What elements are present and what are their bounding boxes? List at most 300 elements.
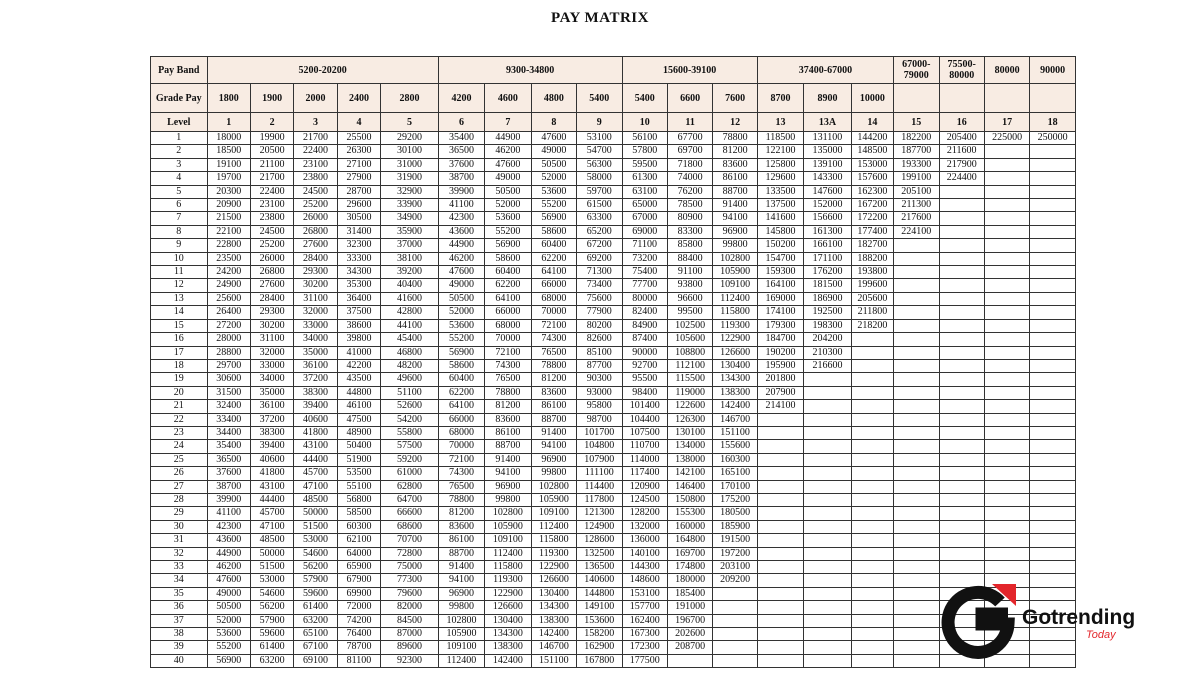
- pay-cell: 154700: [757, 252, 803, 265]
- pay-cell: 164800: [667, 534, 712, 547]
- pay-cell: [757, 614, 803, 627]
- pay-cell: [939, 534, 984, 547]
- pay-cell: 38300: [250, 426, 293, 439]
- pay-cell: 117800: [577, 493, 622, 506]
- pay-cell: [1030, 359, 1076, 372]
- pay-cell: 124500: [622, 493, 667, 506]
- pay-cell: [757, 547, 803, 560]
- index-cell: 6: [151, 199, 208, 212]
- pay-cell: [804, 534, 851, 547]
- pay-cell: [939, 239, 984, 252]
- pay-cell: 67700: [667, 132, 712, 145]
- pay-cell: [984, 534, 1029, 547]
- pay-cell: 83600: [531, 386, 576, 399]
- pay-cell: 201800: [757, 373, 803, 386]
- index-cell: 19: [151, 373, 208, 386]
- pay-cell: [894, 252, 939, 265]
- pay-cell: [939, 413, 984, 426]
- pay-cell: 181500: [804, 279, 851, 292]
- pay-cell: [804, 467, 851, 480]
- pay-cell: [757, 654, 803, 667]
- pay-cell: 44900: [438, 239, 484, 252]
- pay-cell: 39900: [438, 185, 484, 198]
- pay-cell: 50500: [438, 292, 484, 305]
- pay-cell: 42300: [438, 212, 484, 225]
- pay-cell: 74300: [438, 467, 484, 480]
- index-cell: 17: [151, 346, 208, 359]
- pay-cell: 38700: [207, 480, 250, 493]
- pay-cell: 193800: [851, 266, 893, 279]
- pay-cell: 77900: [577, 306, 622, 319]
- table-row: [151, 185, 1076, 198]
- pay-cell: 250000: [1030, 132, 1076, 145]
- pay-cell: [894, 333, 939, 346]
- pay-cell: 72100: [438, 453, 484, 466]
- pay-cell: 179300: [757, 319, 803, 332]
- pay-cell: [1030, 292, 1076, 305]
- pay-band-header: 90000: [1030, 57, 1076, 84]
- pay-cell: 193300: [894, 158, 939, 171]
- pay-cell: 128200: [622, 507, 667, 520]
- pay-cell: [804, 480, 851, 493]
- index-cell: 10: [151, 252, 208, 265]
- table-row: [151, 212, 1076, 225]
- pay-cell: 62800: [381, 480, 439, 493]
- pay-cell: 37600: [438, 158, 484, 171]
- pay-cell: 76500: [531, 346, 576, 359]
- table-row: [151, 239, 1076, 252]
- pay-cell: 55800: [381, 426, 439, 439]
- pay-cell: 101700: [577, 426, 622, 439]
- pay-cell: 51100: [381, 386, 439, 399]
- pay-cell: 37500: [337, 306, 380, 319]
- pay-cell: 68600: [381, 520, 439, 533]
- pay-cell: 95500: [622, 373, 667, 386]
- pay-cell: 109100: [438, 641, 484, 654]
- pay-cell: 56300: [577, 158, 622, 171]
- pay-cell: [984, 426, 1029, 439]
- pay-cell: [894, 601, 939, 614]
- pay-cell: 92300: [381, 654, 439, 667]
- pay-cell: 34000: [294, 333, 337, 346]
- pay-cell: [757, 467, 803, 480]
- pay-cell: 102800: [713, 252, 757, 265]
- pay-cell: [1030, 212, 1076, 225]
- pay-cell: 66600: [381, 507, 439, 520]
- pay-cell: 87400: [622, 333, 667, 346]
- pay-cell: 191000: [667, 601, 712, 614]
- pay-cell: 28000: [207, 333, 250, 346]
- pay-cell: 81200: [531, 373, 576, 386]
- table-row: [151, 426, 1076, 439]
- level-header: 8: [531, 113, 576, 132]
- pay-cell: [1030, 158, 1076, 171]
- table-row: [151, 641, 1076, 654]
- pay-cell: [1030, 145, 1076, 158]
- pay-cell: 43100: [294, 440, 337, 453]
- pay-cell: 56200: [294, 561, 337, 574]
- pay-cell: 50500: [531, 158, 576, 171]
- pay-cell: 52000: [207, 614, 250, 627]
- pay-cell: 126600: [531, 574, 576, 587]
- pay-cell: [1030, 520, 1076, 533]
- pay-band-header: 37400-67000: [757, 57, 893, 84]
- pay-cell: 52000: [438, 306, 484, 319]
- pay-cell: 39400: [250, 440, 293, 453]
- grade-pay-header: 5400: [622, 84, 667, 113]
- pay-cell: 180500: [713, 507, 757, 520]
- pay-cell: 82000: [381, 601, 439, 614]
- pay-cell: 53600: [207, 628, 250, 641]
- pay-cell: 140600: [577, 574, 622, 587]
- pay-cell: 39200: [381, 266, 439, 279]
- pay-cell: 122900: [485, 587, 531, 600]
- pay-cell: 40600: [294, 413, 337, 426]
- pay-cell: 22800: [207, 239, 250, 252]
- grade-pay-header: 1900: [250, 84, 293, 113]
- pay-cell: 115800: [485, 561, 531, 574]
- pay-cell: 59500: [622, 158, 667, 171]
- pay-cell: 41100: [438, 199, 484, 212]
- pay-cell: 211300: [894, 199, 939, 212]
- pay-cell: [939, 480, 984, 493]
- pay-cell: 23800: [250, 212, 293, 225]
- pay-cell: [939, 520, 984, 533]
- pay-cell: 47500: [337, 413, 380, 426]
- pay-cell: [984, 386, 1029, 399]
- pay-cell: 105600: [667, 333, 712, 346]
- pay-cell: [851, 480, 893, 493]
- pay-cell: [939, 212, 984, 225]
- pay-matrix-table: [150, 56, 1076, 668]
- pay-cell: 46800: [381, 346, 439, 359]
- pay-cell: [894, 359, 939, 372]
- index-cell: 32: [151, 547, 208, 560]
- pay-cell: [713, 601, 757, 614]
- pay-cell: [804, 587, 851, 600]
- pay-cell: 50000: [250, 547, 293, 560]
- pay-cell: [894, 587, 939, 600]
- pay-cell: [851, 654, 893, 667]
- pay-cell: 73400: [577, 279, 622, 292]
- index-cell: 36: [151, 601, 208, 614]
- pay-cell: 144200: [851, 132, 893, 145]
- pay-cell: 53600: [531, 185, 576, 198]
- table-row: [151, 534, 1076, 547]
- pay-cell: 27200: [207, 319, 250, 332]
- pay-cell: 29300: [250, 306, 293, 319]
- index-cell: 22: [151, 413, 208, 426]
- pay-cell: [939, 252, 984, 265]
- pay-cell: 99800: [531, 467, 576, 480]
- pay-cell: 121300: [577, 507, 622, 520]
- index-cell: 33: [151, 561, 208, 574]
- pay-cell: [1030, 493, 1076, 506]
- pay-cell: [984, 306, 1029, 319]
- pay-cell: 96600: [667, 292, 712, 305]
- pay-cell: 65200: [577, 225, 622, 238]
- pay-cell: 112400: [713, 292, 757, 305]
- pay-cell: 105900: [485, 520, 531, 533]
- pay-cell: 77700: [622, 279, 667, 292]
- pay-cell: 99800: [485, 493, 531, 506]
- pay-cell: 82600: [577, 333, 622, 346]
- pay-cell: [939, 279, 984, 292]
- pay-cell: 24500: [294, 185, 337, 198]
- pay-cell: 30100: [381, 145, 439, 158]
- table-row: [151, 400, 1076, 413]
- pay-cell: 185900: [713, 520, 757, 533]
- pay-cell: 26800: [250, 266, 293, 279]
- level-header: 12: [713, 113, 757, 132]
- pay-cell: 49000: [485, 172, 531, 185]
- pay-cell: 93000: [577, 386, 622, 399]
- table-row: [151, 547, 1076, 560]
- pay-cell: 27900: [337, 172, 380, 185]
- pay-cell: [804, 373, 851, 386]
- index-cell: 31: [151, 534, 208, 547]
- pay-cell: 48900: [337, 426, 380, 439]
- pay-cell: 56900: [485, 239, 531, 252]
- pay-cell: 110700: [622, 440, 667, 453]
- pay-cell: 35300: [337, 279, 380, 292]
- pay-cell: [1030, 373, 1076, 386]
- pay-cell: 34300: [337, 266, 380, 279]
- pay-cell: [939, 199, 984, 212]
- table-row: [151, 601, 1076, 614]
- pay-cell: 151100: [713, 426, 757, 439]
- pay-cell: 64100: [485, 292, 531, 305]
- pay-cell: 53600: [438, 319, 484, 332]
- pay-cell: 60300: [337, 520, 380, 533]
- pay-cell: [1030, 279, 1076, 292]
- pay-cell: 44900: [485, 132, 531, 145]
- pay-cell: 56900: [438, 346, 484, 359]
- pay-cell: 71800: [667, 158, 712, 171]
- pay-cell: 18000: [207, 132, 250, 145]
- pay-cell: 58000: [577, 172, 622, 185]
- pay-cell: 63300: [577, 212, 622, 225]
- pay-cell: [984, 413, 1029, 426]
- index-cell: 29: [151, 507, 208, 520]
- pay-cell: 44400: [294, 453, 337, 466]
- pay-cell: 56800: [337, 493, 380, 506]
- pay-cell: 119300: [713, 319, 757, 332]
- pay-cell: 196700: [667, 614, 712, 627]
- pay-cell: 185400: [667, 587, 712, 600]
- pay-cell: 24200: [207, 266, 250, 279]
- table-row: [151, 266, 1076, 279]
- pay-cell: 184700: [757, 333, 803, 346]
- pay-cell: 38600: [337, 319, 380, 332]
- pay-cell: 82400: [622, 306, 667, 319]
- pay-cell: [984, 158, 1029, 171]
- pay-cell: 138300: [713, 386, 757, 399]
- pay-cell: 61000: [381, 467, 439, 480]
- pay-cell: [1030, 426, 1076, 439]
- pay-cell: [757, 520, 803, 533]
- pay-cell: 146700: [713, 413, 757, 426]
- pay-band-header: 15600-39100: [622, 57, 757, 84]
- pay-cell: 73200: [622, 252, 667, 265]
- pay-cell: 132500: [577, 547, 622, 560]
- pay-cell: 109100: [713, 279, 757, 292]
- pay-cell: 59600: [294, 587, 337, 600]
- pay-cell: 31100: [294, 292, 337, 305]
- index-cell: 27: [151, 480, 208, 493]
- pay-cell: 80000: [622, 292, 667, 305]
- grade-pay-header: [939, 84, 984, 113]
- pay-cell: 20500: [250, 145, 293, 158]
- pay-cell: [804, 628, 851, 641]
- pay-cell: 50500: [485, 185, 531, 198]
- pay-cell: 118500: [757, 132, 803, 145]
- pay-cell: 92700: [622, 359, 667, 372]
- pay-cell: 55100: [337, 480, 380, 493]
- page-title: PAY MATRIX: [551, 10, 649, 26]
- pay-cell: 98700: [577, 413, 622, 426]
- pay-cell: 62200: [531, 252, 576, 265]
- pay-cell: 51900: [337, 453, 380, 466]
- pay-cell: 94100: [438, 574, 484, 587]
- pay-cell: 53500: [337, 467, 380, 480]
- pay-cell: [757, 440, 803, 453]
- pay-cell: [1030, 547, 1076, 560]
- pay-cell: [851, 346, 893, 359]
- grade-pay-header: 8700: [757, 84, 803, 113]
- pay-cell: [804, 507, 851, 520]
- pay-cell: 144300: [622, 561, 667, 574]
- pay-cell: 104400: [622, 413, 667, 426]
- pay-cell: 224100: [894, 225, 939, 238]
- pay-cell: [939, 440, 984, 453]
- pay-cell: 27600: [250, 279, 293, 292]
- pay-cell: 83300: [667, 225, 712, 238]
- pay-cell: 40400: [381, 279, 439, 292]
- pay-cell: 37200: [250, 413, 293, 426]
- pay-cell: 50000: [294, 507, 337, 520]
- pay-cell: [757, 574, 803, 587]
- pay-cell: 88700: [531, 413, 576, 426]
- pay-cell: 60400: [485, 266, 531, 279]
- grade-pay-header: 7600: [713, 84, 757, 113]
- pay-cell: 26400: [207, 306, 250, 319]
- pay-cell: 60400: [531, 239, 576, 252]
- pay-cell: 205600: [851, 292, 893, 305]
- pay-band-header: 9300-34800: [438, 57, 622, 84]
- pay-cell: 54600: [250, 587, 293, 600]
- pay-cell: 108800: [667, 346, 712, 359]
- index-cell: 25: [151, 453, 208, 466]
- pay-cell: 208700: [667, 641, 712, 654]
- pay-cell: [851, 373, 893, 386]
- table-row: [151, 453, 1076, 466]
- pay-cell: [894, 641, 939, 654]
- pay-cell: [894, 480, 939, 493]
- pay-cell: 85800: [667, 239, 712, 252]
- pay-cell: 55200: [438, 333, 484, 346]
- pay-cell: 26300: [337, 145, 380, 158]
- pay-cell: 20900: [207, 199, 250, 212]
- pay-cell: 86100: [531, 400, 576, 413]
- pay-cell: 18500: [207, 145, 250, 158]
- pay-cell: 72100: [485, 346, 531, 359]
- table-row: [151, 587, 1076, 600]
- pay-cell: [984, 212, 1029, 225]
- pay-cell: [984, 319, 1029, 332]
- pay-cell: 65900: [337, 561, 380, 574]
- grade-pay-header: 2400: [337, 84, 380, 113]
- pay-cell: [757, 601, 803, 614]
- pay-cell: 150200: [757, 239, 803, 252]
- pay-cell: [984, 480, 1029, 493]
- table-row: [151, 199, 1076, 212]
- pay-cell: [851, 493, 893, 506]
- pay-cell: 139100: [804, 158, 851, 171]
- pay-cell: [984, 467, 1029, 480]
- pay-cell: [894, 574, 939, 587]
- pay-cell: 54200: [381, 413, 439, 426]
- pay-cell: [894, 319, 939, 332]
- pay-cell: 34000: [250, 373, 293, 386]
- pay-cell: 86100: [713, 172, 757, 185]
- pay-cell: 65100: [294, 628, 337, 641]
- pay-cell: 99500: [667, 306, 712, 319]
- pay-cell: [851, 386, 893, 399]
- index-cell: 12: [151, 279, 208, 292]
- pay-cell: 88700: [485, 440, 531, 453]
- pay-cell: 48200: [381, 359, 439, 372]
- pay-cell: 19700: [207, 172, 250, 185]
- pay-cell: 75400: [622, 266, 667, 279]
- pay-cell: 28400: [294, 252, 337, 265]
- pay-cell: 67000: [622, 212, 667, 225]
- pay-cell: 126300: [667, 413, 712, 426]
- pay-cell: [894, 292, 939, 305]
- pay-cell: [939, 225, 984, 238]
- pay-cell: [894, 547, 939, 560]
- pay-cell: 19100: [207, 158, 250, 171]
- pay-cell: 72000: [337, 601, 380, 614]
- pay-cell: 153600: [577, 614, 622, 627]
- pay-cell: 53600: [485, 212, 531, 225]
- pay-cell: 94100: [713, 212, 757, 225]
- pay-cell: [984, 453, 1029, 466]
- pay-cell: [1030, 266, 1076, 279]
- pay-cell: 62200: [485, 279, 531, 292]
- pay-cell: 25200: [250, 239, 293, 252]
- pay-cell: 60400: [438, 373, 484, 386]
- pay-cell: 87000: [381, 628, 439, 641]
- pay-cell: 48500: [250, 534, 293, 547]
- pay-cell: 36100: [294, 359, 337, 372]
- pay-cell: 39900: [207, 493, 250, 506]
- pay-cell: [851, 587, 893, 600]
- pay-cell: [1030, 185, 1076, 198]
- pay-cell: 22100: [207, 225, 250, 238]
- pay-cell: 64100: [531, 266, 576, 279]
- level-header: 18: [1030, 113, 1076, 132]
- pay-cell: 217900: [939, 158, 984, 171]
- pay-cell: 59200: [381, 453, 439, 466]
- pay-cell: [804, 493, 851, 506]
- pay-cell: 96900: [485, 480, 531, 493]
- pay-cell: [804, 413, 851, 426]
- index-cell: 21: [151, 400, 208, 413]
- pay-cell: 34900: [381, 212, 439, 225]
- pay-cell: 91400: [531, 426, 576, 439]
- index-cell: 14: [151, 306, 208, 319]
